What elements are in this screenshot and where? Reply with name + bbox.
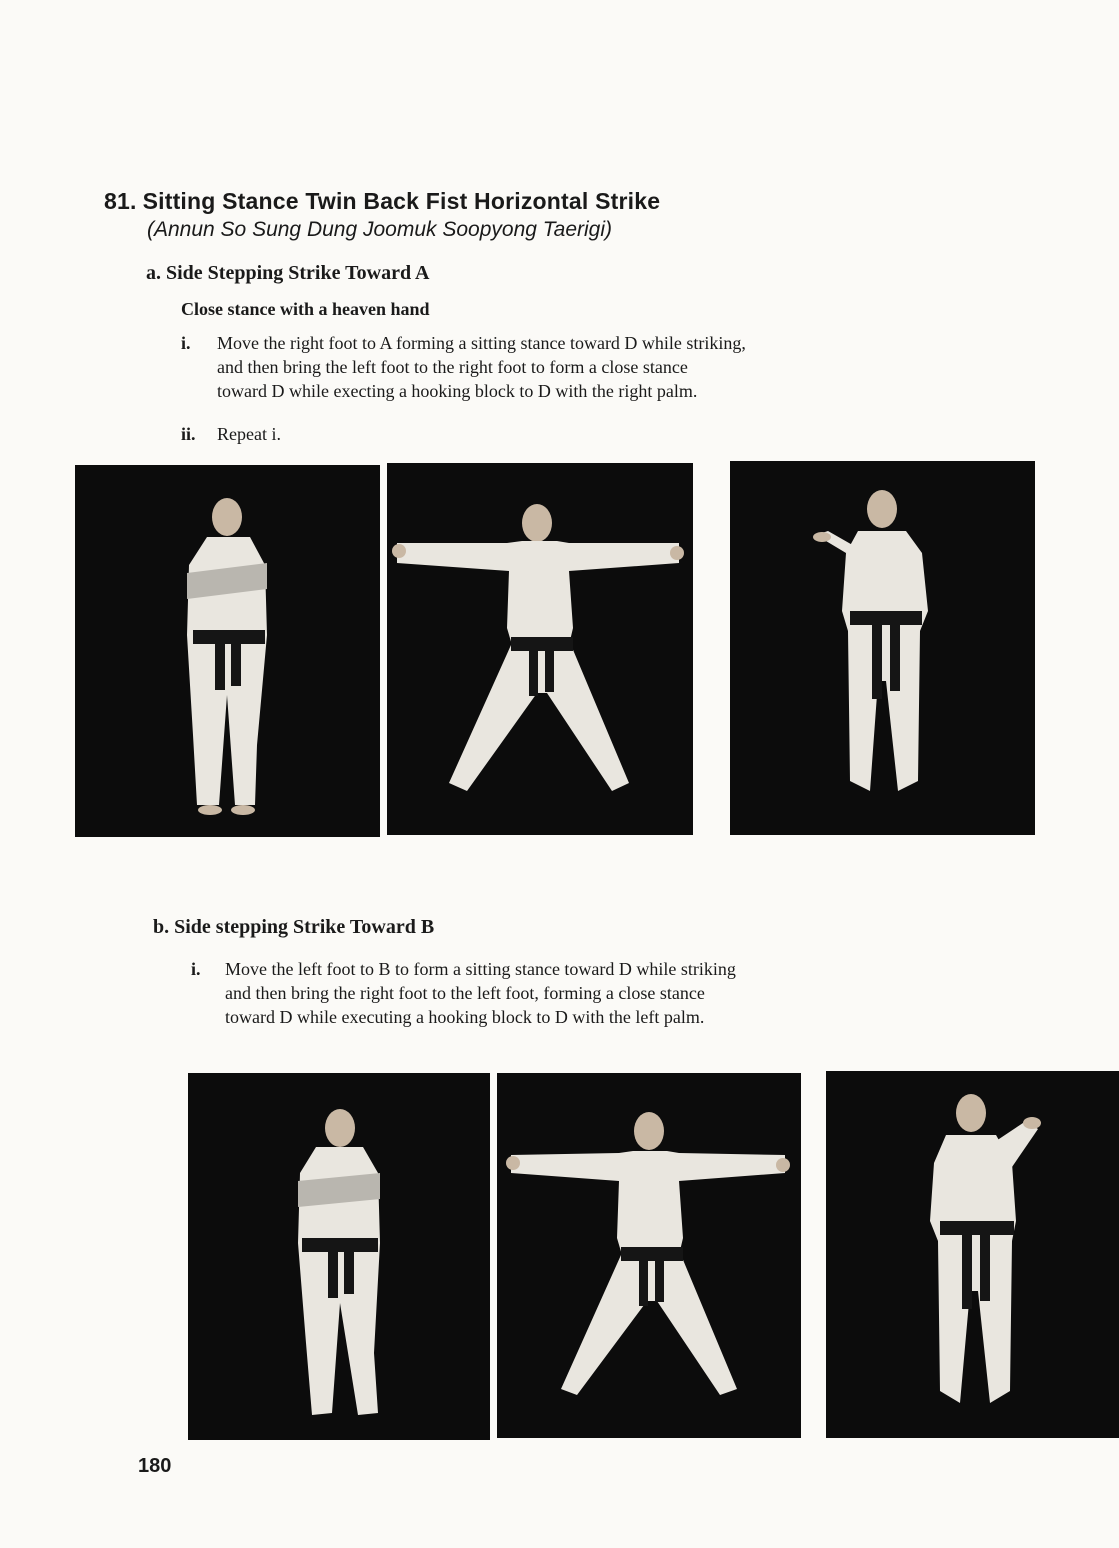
step-a-i	[181, 331, 1001, 411]
photo-a-1-crossed-arms	[75, 465, 380, 837]
step-text: Move the right foot to A forming a sitting stance toward D while striking, and then bring the left foot to the right foot to form a close stance toward D while execting a hooking block to D with the right palm.	[217, 333, 746, 401]
step-marker: ii.	[181, 424, 196, 444]
step-marker: i.	[191, 959, 201, 979]
step-b-i	[191, 957, 1011, 1037]
step-text: Move the left foot to B to form a sitting stance toward D while striking and then bring the right foot to the left foot, forming a close stance toward D while executing a hooking block to D with the left palm.	[225, 959, 736, 1027]
subsection-b-heading: b. Side stepping Strike Toward B	[153, 916, 435, 938]
section-subtitle: (Annun So Sung Dung Joomuk Soopyong Taerigi)	[147, 218, 613, 241]
step-marker: i.	[181, 333, 191, 353]
ready-stance-label: Close stance with a heaven hand	[181, 299, 430, 319]
section-title-text: Sitting Stance Twin Back Fist Horizontal Strike	[142, 188, 661, 214]
photo-b-1-crossed-arms	[188, 1073, 490, 1440]
section-title	[104, 188, 660, 215]
step-text: Repeat i.	[217, 424, 281, 444]
photo-a-3-close-stance-hooking-block	[730, 461, 1035, 835]
photo-b-2-sitting-stance-strike	[497, 1073, 801, 1438]
page-number: 180	[138, 1455, 172, 1477]
step-a-ii	[181, 422, 481, 448]
photo-b-3-close-stance-hooking-block	[826, 1071, 1119, 1438]
photo-a-2-sitting-stance-strike	[387, 463, 693, 835]
section-number: 81.	[104, 188, 137, 214]
subsection-a-heading: a. Side Stepping Strike Toward A	[146, 262, 430, 284]
